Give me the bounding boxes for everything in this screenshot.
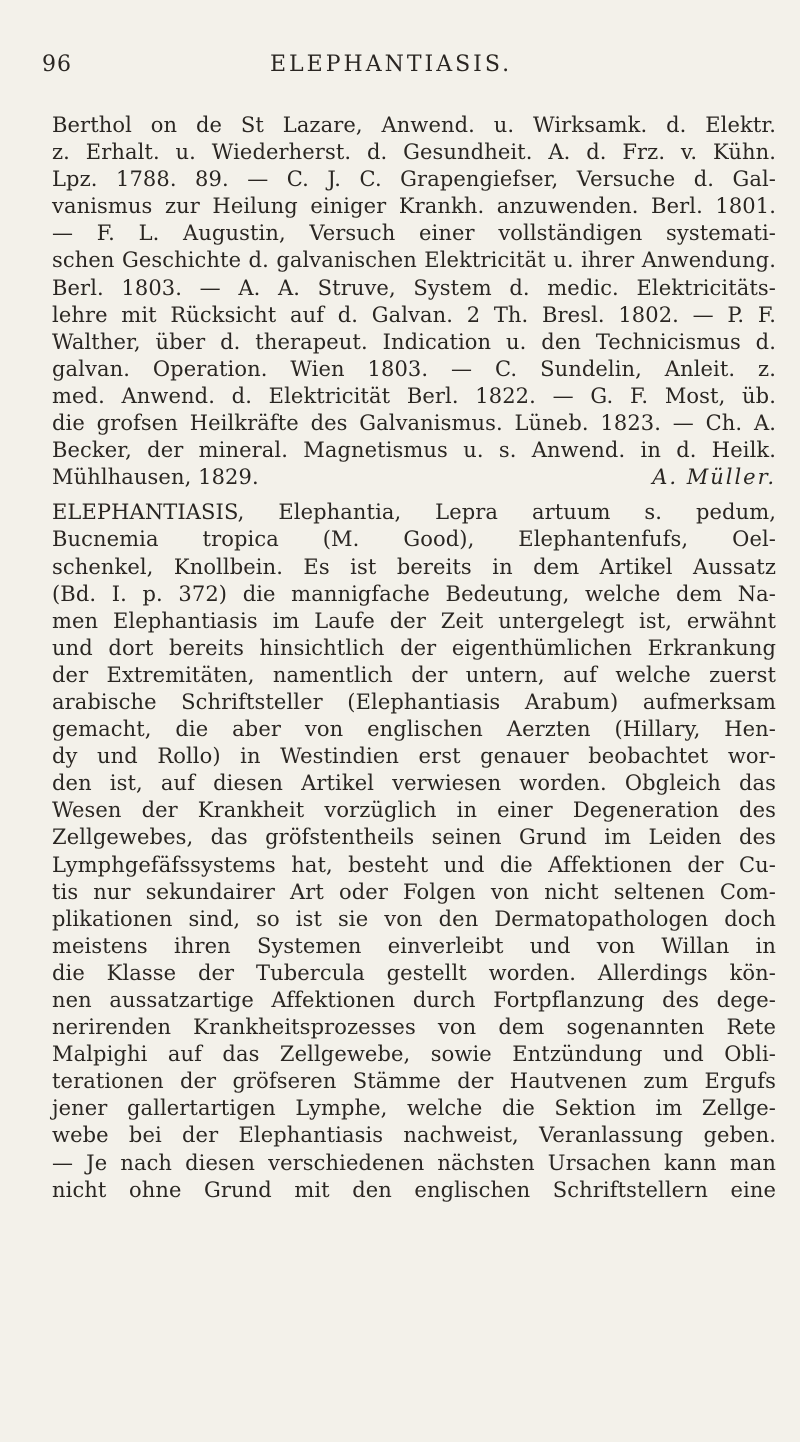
text-line: Mühlhausen, 1829. (52, 465, 259, 490)
text-line: men Elephantiasis im Laufe der Zeit untergelegt ist, erwähnt (52, 608, 776, 633)
text-line: Zellgewebes, das gröfstentheils seinen Grund im Leiden des (52, 825, 776, 850)
text-line: und dort bereits hinsichtlich der eigenthümlichen Erkrankung (52, 635, 776, 660)
text-line: — F. L. Augustin, Versuch einer vollständigen systemati- (52, 221, 776, 246)
running-header: ELEPHANTIASIS. (270, 52, 513, 77)
text-line: Lymphgefäfssystems hat, besteht und die Affektionen der Cu- (52, 852, 776, 877)
text-line: jener gallertartigen Lymphe, welche die Sektion im Zellge- (52, 1096, 776, 1121)
text-line: plikationen sind, so ist sie von den Dermatopathologen doch (52, 906, 776, 931)
text-line: Berthol on de St Lazare, Anwend. u. Wirksamk. d. Elektr. (52, 113, 776, 137)
text-line: dy und Rollo) in Westindien erst genauer beobachtet wor- (52, 744, 776, 769)
text-line: schen Geschichte d. galvanischen Elektricität u. ihrer Anwendung. (52, 248, 776, 273)
text-line: arabische Schriftsteller (Elephantiasis Arabum) aufmerksam (52, 689, 776, 714)
author-signature: A. Müller. (652, 465, 776, 490)
text-line: die Klasse der Tubercula gestellt worden. Allerdings kön- (52, 960, 776, 985)
text-line: terationen der gröfseren Stämme der Hautvenen zum Ergufs (52, 1069, 776, 1094)
text-line: ELEPHANTIASIS, Elephantia, Lepra artuum s. pedum, (52, 500, 776, 525)
text-line: der Extremitäten, namentlich der untern, auf welche zuerst (52, 662, 776, 687)
text-line: die grofsen Heilkräfte des Galvanismus. Lüneb. 1823. — Ch. A. (52, 411, 776, 436)
bibliography-paragraph (52, 112, 776, 491)
page-number: 96 (42, 52, 72, 77)
text-line: Wesen der Krankheit vorzüglich in einer Degeneration des (52, 798, 776, 823)
text-line: lehre mit Rücksicht auf d. Galvan. 2 Th. Bresl. 1802. — P. F. (52, 302, 776, 327)
text-line: Bucnemia tropica (M. Good), Elephantenfufs, Oel- (52, 527, 776, 552)
text-line: nerirenden Krankheitsprozesses von dem sogenannten Rete (52, 1015, 776, 1040)
text-line: (Bd. I. p. 372) die mannigfache Bedeutung, welche dem Na- (52, 581, 776, 606)
text-line: galvan. Operation. Wien 1803. — C. Sundelin, Anleit. z. (52, 356, 776, 381)
article-paragraph (52, 499, 776, 1203)
text-line: webe bei der Elephantiasis nachweist, Veranlassung geben. (52, 1123, 776, 1148)
text-line: den ist, auf diesen Artikel verwiesen worden. Obgleich das (52, 771, 776, 796)
text-line: Becker, der mineral. Magnetismus u. s. Anwend. in d. Heilk. (52, 438, 776, 463)
text-line: Malpighi auf das Zellgewebe, sowie Entzündung und Obli- (52, 1042, 776, 1067)
text-line: med. Anwend. d. Elektricität Berl. 1822. — G. F. Most, üb. (52, 383, 776, 408)
text-line: gemacht, die aber von englischen Aerzten (Hillary, Hen- (52, 717, 776, 742)
text-line: nicht ohne Grund mit den englischen Schriftstellern eine (52, 1177, 776, 1202)
text-line: schenkel, Knollbein. Es ist bereits in dem Artikel Aussatz (52, 554, 776, 579)
text-line: vanismus zur Heilung einiger Krankh. anzuwenden. Berl. 1801. (52, 194, 776, 219)
text-line: — Je nach diesen verschiedenen nächsten Ursachen kann man (52, 1150, 776, 1175)
text-line: nen aussatzartige Affektionen durch Fortpflanzung des dege- (52, 988, 776, 1012)
body-text (52, 112, 776, 1204)
text-line: z. Erhalt. u. Wiederherst. d. Gesundheit. A. d. Frz. v. Kühn. (52, 140, 776, 165)
text-line: meistens ihren Systemen einverleibt und von Willan in (52, 933, 776, 958)
text-line: tis nur sekundairer Art oder Folgen von nicht seltenen Com- (52, 879, 776, 904)
text-line: Berl. 1803. — A. A. Struve, System d. medic. Elektricitäts- (52, 275, 776, 300)
text-line: Walther, über d. therapeut. Indication u. den Technicismus d. (52, 329, 776, 354)
text-line: Lpz. 1788. 89. — C. J. C. Grapengiefser, Versuche d. Gal- (52, 167, 776, 192)
